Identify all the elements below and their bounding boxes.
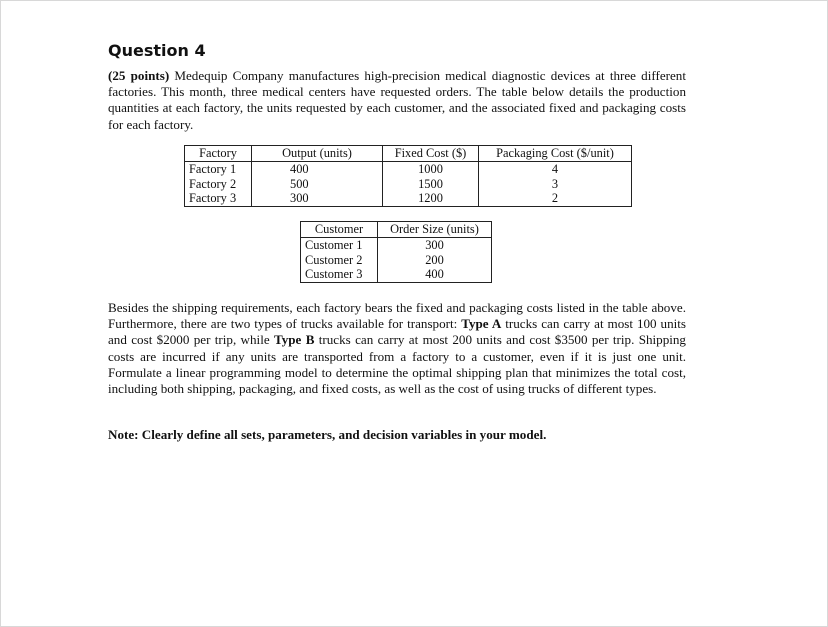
points-label: (25 points) [108,68,170,83]
table-row [301,253,492,268]
customer-order-size: 200 [378,253,492,268]
customer-table [300,221,492,283]
body-text-1: Besides the shipping requirements, each factory bears the fixed and packaging costs listed in the table above. Furthermore, there are two types of trucks available for transport: [108,300,686,332]
intro-text: Medequip Company manufactures high-precision medical diagnostic devices at three different factories. This month, three medical centers have requested orders. The table below details the production quantities at each factory, the units requested by each customer, and the associated fixed and packaging costs for each factory. [108,68,686,132]
header-factory: Factory [185,146,252,162]
factory-output: 500 [252,177,383,192]
factory-table-header [185,146,632,162]
factory-table [184,145,632,207]
intro-paragraph [108,68,686,133]
table-row [185,161,632,176]
header-packaging-cost: Packaging Cost ($/unit) [479,146,632,162]
factory-name: Factory 1 [185,161,252,176]
header-customer: Customer [301,222,378,238]
body-text-2: trucks can carry at most 100 units and cost $2000 per trip, while [108,316,687,348]
customer-order-size: 400 [378,267,492,282]
factory-fixed-cost: 1200 [383,191,479,206]
type-a-label: Type A [461,316,502,332]
factory-fixed-cost: 1000 [383,161,479,176]
type-b-label: Type B [273,332,315,348]
table-row [301,237,492,252]
factory-name: Factory 2 [185,177,252,192]
body-paragraph [108,300,686,397]
factory-packaging-cost: 3 [479,177,632,192]
note-text: Note: Clearly define all sets, parameters, and decision variables in your model. [108,427,547,442]
factory-name: Factory 3 [185,191,252,206]
header-order-size: Order Size (units) [378,222,492,238]
table-row [185,191,632,206]
factory-output: 400 [252,161,383,176]
customer-name: Customer 1 [301,237,378,252]
customer-name: Customer 2 [301,253,378,268]
factory-packaging-cost: 4 [479,161,632,176]
table-row [301,267,492,282]
body-text-3: trucks can carry at most 200 units and cost $3500 per trip. Shipping costs are incurred if any units are transported from a factory to a customer, even if it is just one unit. Formulate a linear programming model to determine the optimal shipping plan that minimizes the total cost, including both shipping, packaging, and fixed costs, as well as the cost of using trucks of different types. [108,332,686,397]
customer-table-header [301,222,492,238]
factory-fixed-cost: 1500 [383,177,479,192]
factory-packaging-cost: 2 [479,191,632,206]
factory-output: 300 [252,191,383,206]
question-title: Question 4 [108,41,206,60]
header-output: Output (units) [252,146,383,162]
customer-order-size: 300 [378,237,492,252]
customer-name: Customer 3 [301,267,378,282]
header-fixed-cost: Fixed Cost ($) [383,146,479,162]
table-row [185,177,632,192]
